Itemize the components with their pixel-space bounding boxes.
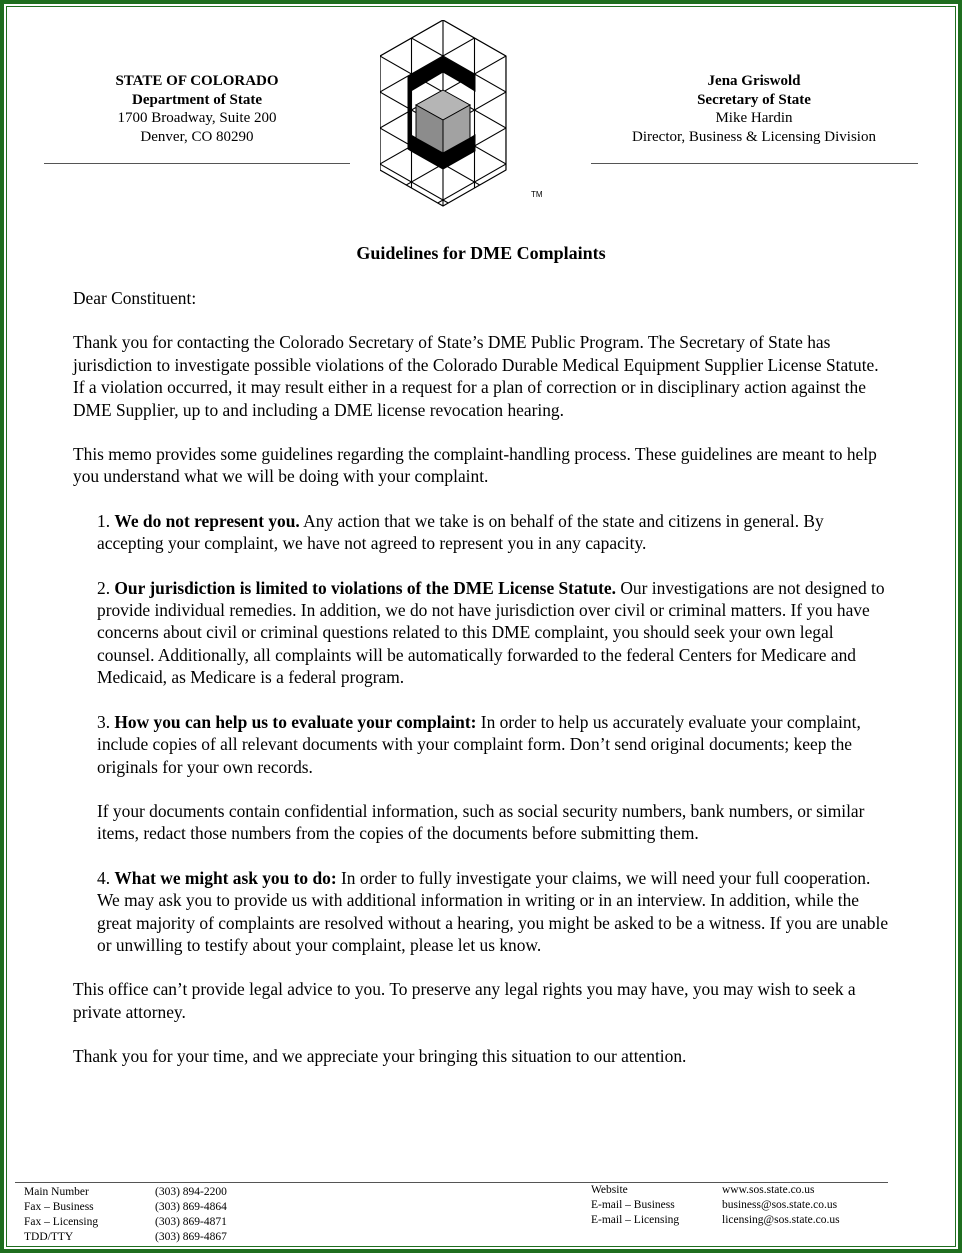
item-text: If your documents contain confidential information, such as social security numbers, bank numbers, or similar items, redact those numbers from the copies of the documents before submitting them. — [97, 800, 865, 844]
footer-label: E-mail – Business — [591, 1199, 675, 1211]
footer-value: (303) 869-4871 — [155, 1216, 227, 1228]
agency-street: 1700 Broadway, Suite 200 — [117, 110, 277, 126]
trademark-mark: TM — [531, 190, 543, 199]
footer-label: Main Number — [24, 1186, 89, 1198]
footer-row — [591, 1213, 840, 1228]
footer-website-link[interactable]: www.sos.state.co.us — [722, 1184, 815, 1196]
director-name: Mike Hardin — [715, 110, 793, 126]
item-number: 3. — [97, 711, 111, 732]
item-number: 1. — [97, 510, 111, 531]
guideline-note — [97, 800, 893, 845]
agency-state: STATE OF COLORADO — [115, 73, 279, 89]
salutation: Dear Constituent: — [73, 288, 197, 308]
official-names — [590, 72, 918, 146]
guideline-item — [97, 867, 893, 957]
item-heading: We do not represent you. — [114, 510, 300, 531]
footer-email-link[interactable]: licensing@sos.state.co.us — [722, 1214, 840, 1226]
agency-address — [44, 72, 350, 146]
footer-row — [591, 1183, 840, 1198]
footer-value: (303) 894-2200 — [155, 1186, 227, 1198]
footer-value: (303) 869-4867 — [155, 1231, 227, 1243]
item-text: In order to fully investigate your claims, we will need your full cooperation. We may ask you to provide us with additional information in writing or in an interview. In addition, while the great majority of complaints are resolved without a hearing, you might be asked to be a witness. If you are unable or unwilling to testify about your complaint, please let us know. — [97, 867, 889, 955]
item-number: 4. — [97, 867, 111, 888]
secretary-title: Secretary of State — [697, 91, 811, 108]
item-text: Any action that we take is on behalf of the state and citizens in general. By accepting your complaint, we have not agreed to represent you in any capacity. — [97, 510, 824, 554]
agency-department: Department of State — [132, 91, 262, 108]
footer-label: Fax – Business — [24, 1201, 94, 1213]
legal-advice-paragraph: This office can’t provide legal advice to you. To preserve any legal rights you may have, you may wish to seek a private attorney. — [73, 979, 856, 1022]
secretary-name: Jena Griswold — [707, 73, 801, 89]
guideline-item — [97, 577, 893, 689]
closing-paragraph: Thank you for your time, and we appreciate your bringing this situation to our attention. — [73, 1046, 687, 1067]
footer-label: Fax – Licensing — [24, 1216, 99, 1228]
letter-body — [73, 287, 893, 1090]
header-rule-left — [44, 163, 350, 164]
footer-row — [24, 1200, 227, 1215]
guideline-item — [97, 711, 893, 778]
document-title: Guidelines for DME Complaints — [356, 243, 606, 263]
footer-row — [24, 1215, 227, 1230]
footer-label: TDD/TTY — [24, 1231, 74, 1243]
footer-row — [24, 1185, 227, 1200]
item-heading: How you can help us to evaluate your complaint: — [114, 711, 477, 732]
footer-phone-list — [24, 1185, 227, 1245]
item-heading: What we might ask you to do: — [114, 867, 337, 888]
item-heading: Our jurisdiction is limited to violations of the DME License Statute. — [114, 577, 616, 598]
footer-label: Website — [591, 1184, 628, 1196]
item-text: In order to help us accurately evaluate your complaint, include copies of all relevant documents with your complaint form. Don’t send original documents; keep the originals for your own records. — [97, 711, 861, 777]
director-title: Director, Business & Licensing Division — [632, 128, 876, 145]
agency-city: Denver, CO 80290 — [140, 128, 254, 145]
intro-paragraph: Thank you for contacting the Colorado Secretary of State’s DME Public Program. The Secretary of State has jurisdiction to investigate possible violations of the Colorado Durable Medical Equipment Supplier License Statute. If a violation occurred, it may result either in a request for a plan of correction or in disciplinary action against the DME Supplier, up to and including a DME license revocation hearing. — [73, 332, 879, 420]
footer-row — [24, 1230, 227, 1245]
memo-paragraph: This memo provides some guidelines regarding the complaint-handling process. These guidelines are meant to help you understand what we will be doing with your complaint. — [73, 444, 877, 487]
guideline-item — [97, 510, 893, 555]
footer-value: (303) 869-4864 — [155, 1201, 227, 1213]
footer-contact-list — [591, 1183, 840, 1228]
header-rule-right — [591, 163, 918, 164]
footer-email-link[interactable]: business@sos.state.co.us — [722, 1199, 838, 1211]
item-number: 2. — [97, 577, 111, 598]
footer-row — [591, 1198, 840, 1213]
item-text: Our investigations are not designed to provide individual remedies. In addition, we do not have jurisdiction over civil or criminal matters. If you have concerns about civil or criminal questions related to this DME complaint, you should seek your own legal counsel. Additionally, all complaints will be automatically forwarded to the federal Centers for Medicare and Medicaid, as Medicare is a federal program. — [97, 577, 885, 688]
footer-label: E-mail – Licensing — [591, 1214, 680, 1226]
